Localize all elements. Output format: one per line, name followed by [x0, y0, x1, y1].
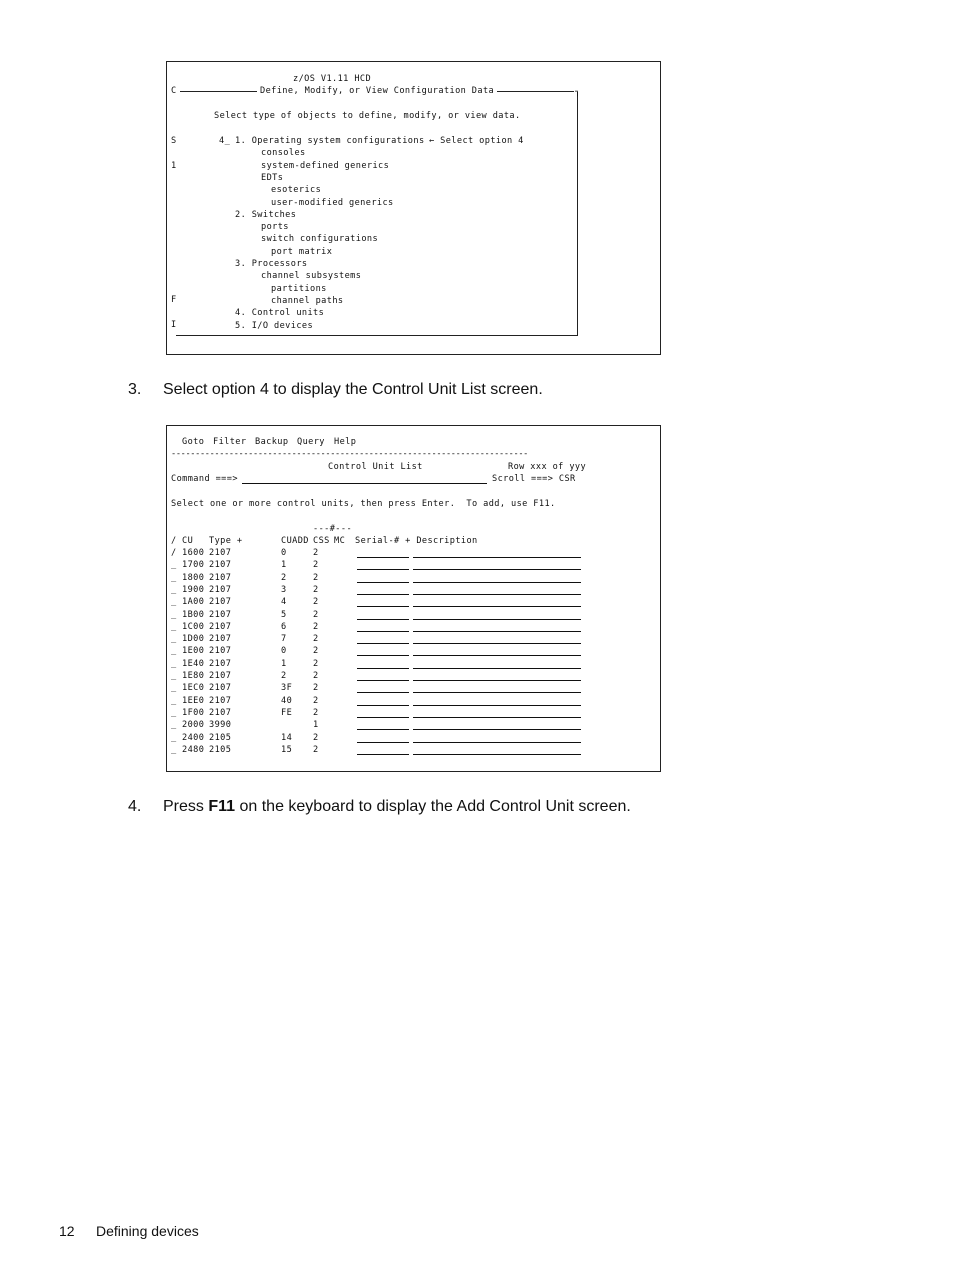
cell-css: 2 [313, 683, 319, 694]
menu-item: channel paths [271, 295, 344, 306]
margin-letter: S [171, 136, 177, 146]
serial-input[interactable] [357, 692, 409, 693]
description-input[interactable] [413, 692, 581, 693]
cell-css: 2 [313, 695, 319, 706]
menu-item: 3. Processors [235, 259, 308, 269]
selection-field[interactable]: 4_ [219, 136, 231, 146]
cell-css: 2 [313, 621, 319, 632]
description-input[interactable] [413, 754, 581, 755]
step-number: 3. [128, 381, 142, 398]
serial-input[interactable] [357, 754, 409, 755]
row-select-field[interactable]: _ [171, 744, 177, 755]
serial-input[interactable] [357, 631, 409, 632]
cell-css: 2 [313, 609, 319, 620]
select-option-callout: ← Select option 4 [429, 136, 524, 146]
serial-input[interactable] [357, 606, 409, 607]
cell-type: 2107 [209, 560, 232, 571]
menu-item: EDTs [261, 172, 284, 183]
serial-input[interactable] [357, 717, 409, 718]
serial-input[interactable] [357, 680, 409, 681]
menu-item: channel subsystems [261, 271, 362, 282]
menu-item: 5. I/O devices [235, 320, 314, 331]
panel-top-border-left [180, 91, 257, 92]
row-select-field[interactable]: _ [171, 609, 177, 620]
menu-separator: -------------------------------------------------------------------------- [171, 449, 528, 459]
panel-top-border-right [497, 91, 574, 92]
cell-css: 2 [313, 584, 319, 595]
scroll-label: Scroll ===> CSR [492, 474, 576, 484]
description-input[interactable] [413, 606, 581, 607]
cell-type: 2107 [209, 646, 232, 657]
menu-filter[interactable]: Filter [213, 437, 247, 447]
cell-type: 3990 [209, 720, 232, 731]
cell-type: 2107 [209, 683, 232, 694]
description-input[interactable] [413, 631, 581, 632]
step-text: Select option 4 to display the Control Unit List screen. [163, 381, 543, 398]
serial-input[interactable] [357, 705, 409, 706]
cell-css: 2 [313, 548, 319, 558]
cell-cuadd: 1 [281, 560, 287, 571]
column-header-type: Type + [209, 536, 243, 546]
column-header-serial-description: Serial-# + Description [355, 536, 478, 546]
cell-cuadd: 3 [281, 584, 287, 595]
menu-item: ports [261, 222, 289, 233]
serial-input[interactable] [357, 582, 409, 583]
menu-item: switch configurations [261, 234, 379, 245]
margin-letter: C [171, 86, 177, 96]
row-counter: Row xxx of yyy [508, 462, 587, 472]
cell-type: 2107 [209, 634, 232, 645]
cell-cu: 2480 [182, 744, 205, 755]
cell-type: 2107 [209, 695, 232, 706]
cell-css: 2 [313, 597, 319, 608]
cell-css: 2 [313, 560, 319, 571]
step-text-after: on the keyboard to display the Add Control Unit screen. [235, 798, 631, 815]
cell-cuadd: FE [281, 707, 293, 718]
cell-cuadd: 3F [281, 683, 293, 694]
column-header-css: CSS [313, 536, 330, 546]
cell-type: 2107 [209, 609, 232, 620]
margin-letter: I [171, 320, 177, 330]
cell-cuadd: 6 [281, 621, 287, 632]
column-header-action: / [171, 536, 177, 546]
cell-cu: 1A00 [182, 597, 205, 608]
menu-item: 4. Control units [235, 308, 325, 319]
description-input[interactable] [413, 594, 581, 595]
description-input[interactable] [413, 557, 581, 558]
description-input[interactable] [413, 643, 581, 644]
cell-css: 2 [313, 744, 319, 755]
description-input[interactable] [413, 680, 581, 681]
serial-input[interactable] [357, 557, 409, 558]
menu-help[interactable]: Help [334, 437, 357, 447]
serial-input[interactable] [357, 619, 409, 620]
control-unit-list-screenshot [166, 425, 661, 772]
description-input[interactable] [413, 729, 581, 730]
description-input[interactable] [413, 619, 581, 620]
row-select-field[interactable]: _ [171, 560, 177, 571]
cell-cuadd: 0 [281, 646, 287, 657]
cell-cu: 1F00 [182, 707, 205, 718]
section-name: Defining devices [96, 1223, 199, 1239]
column-header-cu: CU [182, 536, 194, 546]
menu-backup[interactable]: Backup [255, 437, 289, 447]
cell-type: 2107 [209, 707, 232, 718]
cell-type: 2107 [209, 621, 232, 632]
cell-cuadd: 15 [281, 744, 293, 755]
page-number: 12 [59, 1223, 75, 1239]
cell-type: 2107 [209, 671, 232, 681]
row-select-field[interactable]: _ [171, 646, 177, 657]
cell-cu: 1E40 [182, 658, 205, 669]
cell-cu: 1800 [182, 572, 205, 583]
menu-item: esoterics [271, 185, 322, 196]
serial-input[interactable] [357, 643, 409, 644]
description-input[interactable] [413, 742, 581, 743]
cell-cu: 2400 [182, 732, 205, 743]
row-select-field[interactable]: _ [171, 572, 177, 583]
menu-item: user-modified generics [271, 197, 394, 208]
step-text-before: Press [163, 798, 209, 815]
cell-cuadd: 14 [281, 732, 293, 743]
screen-title: Control Unit List [328, 462, 423, 472]
command-input[interactable] [242, 483, 487, 484]
menu-item: consoles [261, 148, 306, 159]
menu-item: partitions [271, 283, 327, 294]
row-select-field[interactable]: _ [171, 683, 177, 694]
cell-cuadd: 2 [281, 671, 287, 681]
serial-input[interactable] [357, 742, 409, 743]
description-input[interactable] [413, 705, 581, 706]
menu-goto[interactable]: Goto [182, 437, 205, 447]
cell-css: 2 [313, 646, 319, 657]
hcd-main-menu-screenshot [166, 61, 661, 355]
row-select-field[interactable]: _ [171, 584, 177, 595]
cell-type: 2105 [209, 744, 232, 755]
cell-cu: 1600 [182, 548, 205, 558]
margin-letter: 1 [171, 161, 177, 171]
serial-input[interactable] [357, 655, 409, 656]
row-select-field[interactable]: _ [171, 621, 177, 632]
row-select-field[interactable]: _ [171, 671, 177, 681]
cell-cu: 1E00 [182, 646, 205, 657]
serial-input[interactable] [357, 729, 409, 730]
cell-cuadd: 4 [281, 597, 287, 608]
cell-cuadd: 0 [281, 548, 287, 558]
margin-letter: F [171, 295, 177, 305]
cell-cu: 1C00 [182, 621, 205, 632]
description-input[interactable] [413, 655, 581, 656]
serial-input[interactable] [357, 594, 409, 595]
row-select-field[interactable]: _ [171, 707, 177, 718]
cell-type: 2107 [209, 584, 232, 595]
description-input[interactable] [413, 569, 581, 570]
cell-cu: 1900 [182, 584, 205, 595]
cell-type: 2107 [209, 597, 232, 608]
cell-cu: 1EE0 [182, 695, 205, 706]
cell-cu: 1D00 [182, 634, 205, 645]
cell-css: 2 [313, 658, 319, 669]
description-input[interactable] [413, 668, 581, 669]
menu-query[interactable]: Query [297, 437, 325, 447]
serial-input[interactable] [357, 569, 409, 570]
step-number: 4. [128, 798, 142, 815]
instruction-text: Select one or more control units, then press Enter. To add, use F11. [171, 499, 556, 509]
step-text [163, 798, 631, 816]
cell-cu: 1EC0 [182, 683, 205, 694]
menu-item: port matrix [271, 246, 333, 257]
cell-cu: 1E80 [182, 671, 205, 681]
cell-css: 2 [313, 671, 319, 681]
cell-cuadd: 1 [281, 658, 287, 669]
cell-type: 2107 [209, 548, 232, 558]
cell-type: 2105 [209, 732, 232, 743]
cell-css: 2 [313, 634, 319, 645]
menu-item: 1. Operating system configurations [235, 136, 425, 146]
cell-cuadd: 5 [281, 609, 287, 620]
column-header-cuadd: CUADD [281, 536, 309, 546]
row-select-field[interactable]: _ [171, 732, 177, 743]
serial-input[interactable] [357, 668, 409, 669]
panel-corner-mark: ┐ [575, 87, 581, 97]
cell-cu: 1B00 [182, 609, 205, 620]
cell-type: 2107 [209, 572, 232, 583]
cell-cu: 1700 [182, 560, 205, 571]
description-input[interactable] [413, 582, 581, 583]
row-select-field[interactable]: _ [171, 695, 177, 706]
cell-css: 1 [313, 720, 319, 731]
row-select-field[interactable]: _ [171, 658, 177, 669]
panel-title: Define, Modify, or View Configuration Data [260, 86, 495, 96]
cell-css: 2 [313, 572, 319, 583]
menu-item: 2. Switches [235, 209, 297, 220]
command-label: Command ===> [171, 474, 238, 484]
cell-type: 2107 [209, 658, 232, 669]
cell-cuadd: 2 [281, 572, 287, 583]
group-header: ---#--- [313, 524, 353, 534]
row-select-field[interactable]: / [171, 548, 177, 558]
cell-cuadd: 40 [281, 695, 293, 706]
key-f11: F11 [208, 798, 236, 815]
menu-item: system-defined generics [261, 160, 390, 171]
cell-css: 2 [313, 732, 319, 743]
column-header-mc: MC [334, 536, 346, 546]
cell-cu: 2000 [182, 720, 205, 731]
row-select-field[interactable]: _ [171, 720, 177, 731]
description-input[interactable] [413, 717, 581, 718]
cell-css: 2 [313, 707, 319, 718]
cell-cuadd: 7 [281, 634, 287, 645]
system-title: z/OS V1.11 HCD [293, 74, 372, 84]
menu-prompt: Select type of objects to define, modify, or view data. [214, 111, 521, 121]
row-select-field[interactable]: _ [171, 597, 177, 608]
row-select-field[interactable]: _ [171, 634, 177, 645]
